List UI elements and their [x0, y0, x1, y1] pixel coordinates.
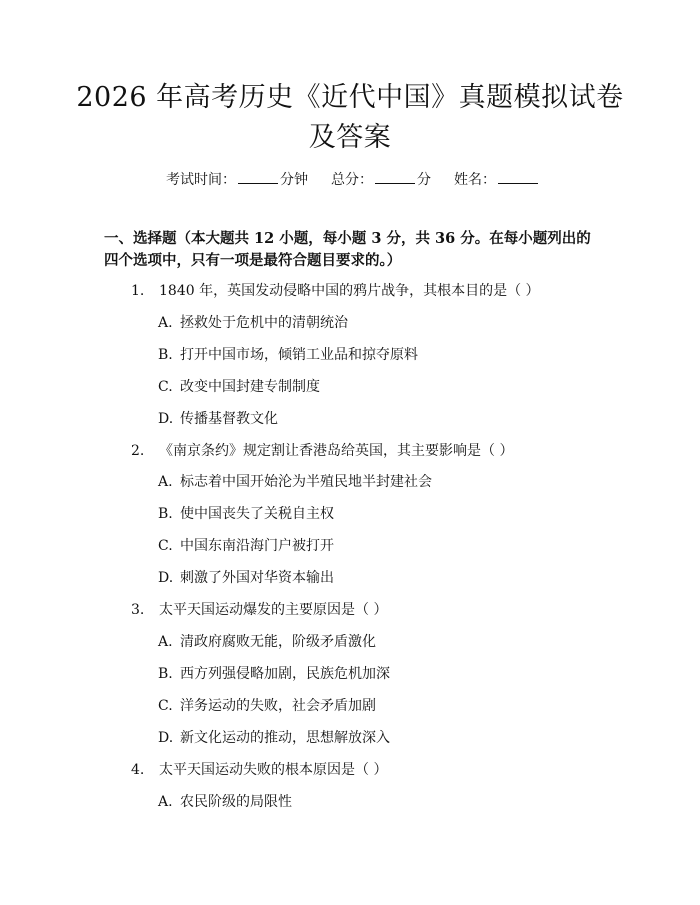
option-text: 刺激了外国对华资本输出 [180, 570, 334, 586]
option-text: 使中国丧失了关税自主权 [180, 506, 334, 522]
score-unit: 分 [417, 172, 431, 188]
question-number: 1. [131, 283, 145, 299]
title-line-1: 2026 年高考历史《近代中国》真题模拟试卷 [76, 82, 624, 113]
option-letter: D. [158, 411, 174, 427]
total-score-field [331, 169, 431, 189]
option-letter: B. [158, 506, 173, 522]
question-2-option-b [158, 505, 334, 523]
question-3-option-d [158, 729, 390, 747]
option-text: 标志着中国开始沦为半殖民地半封建社会 [180, 474, 432, 490]
question-number: 4. [131, 762, 145, 778]
score-blank [375, 169, 415, 184]
name-field [454, 169, 540, 189]
question-1-option-a [158, 314, 348, 332]
question-1-option-b [158, 346, 418, 364]
option-text: 农民阶级的局限性 [180, 794, 292, 810]
exam-time-field [166, 169, 308, 189]
name-label: 姓名： [454, 172, 496, 188]
question-2 [131, 442, 513, 460]
option-letter: D. [158, 730, 174, 746]
question-1-option-d [158, 410, 278, 428]
question-2-option-a [158, 473, 432, 491]
option-text: 传播基督教文化 [180, 411, 278, 427]
name-blank [498, 169, 538, 184]
option-text: 改变中国封建专制制度 [180, 379, 320, 395]
option-letter: B. [158, 347, 173, 363]
question-number: 2. [131, 443, 145, 459]
score-label: 总分： [331, 172, 373, 188]
option-letter: C. [158, 538, 173, 554]
exam-title [60, 78, 640, 158]
option-text: 打开中国市场，倾销工业品和掠夺原料 [180, 347, 418, 363]
question-number: 3. [131, 602, 145, 618]
option-letter: C. [158, 379, 173, 395]
question-3-option-c [158, 697, 376, 715]
option-text: 拯救处于危机中的清朝统治 [180, 315, 348, 331]
question-text: 太平天国运动爆发的主要原因是（ ） [159, 602, 388, 618]
option-letter: A. [158, 474, 173, 490]
time-label: 考试时间： [166, 172, 236, 188]
question-text: 1840 年，英国发动侵略中国的鸦片战争，其根本目的是（ ） [159, 283, 540, 299]
option-letter: A. [158, 315, 173, 331]
option-text: 新文化运动的推动，思想解放深入 [180, 730, 390, 746]
option-text: 洋务运动的失败，社会矛盾加剧 [180, 698, 376, 714]
question-4 [131, 761, 387, 779]
question-1 [131, 282, 540, 300]
section-heading: 一、选择题（本大题共 12 小题，每小题 3 分，共 36 分。在每小题列出的四个选项中，只有一项是最符合题目要求的。） [104, 230, 591, 269]
option-letter: B. [158, 666, 173, 682]
question-3-option-a [158, 633, 376, 651]
question-2-option-d [158, 569, 334, 587]
option-text: 清政府腐败无能，阶级矛盾激化 [180, 634, 376, 650]
option-letter: A. [158, 634, 173, 650]
question-4-option-a [158, 793, 292, 811]
option-text: 中国东南沿海门户被打开 [180, 538, 334, 554]
question-3-option-b [158, 665, 390, 683]
question-text: 太平天国运动失败的根本原因是（ ） [159, 762, 388, 778]
option-letter: A. [158, 794, 173, 810]
question-2-option-c [158, 537, 334, 555]
question-1-option-c [158, 378, 320, 396]
option-letter: C. [158, 698, 173, 714]
time-unit: 分钟 [280, 172, 308, 188]
question-text: 《南京条约》规定割让香港岛给英国，其主要影响是（ ） [159, 443, 514, 459]
option-letter: D. [158, 570, 174, 586]
time-blank [238, 169, 278, 184]
title-line-2: 及答案 [308, 122, 392, 153]
question-3 [131, 601, 387, 619]
option-text: 西方列强侵略加剧，民族危机加深 [180, 666, 390, 682]
